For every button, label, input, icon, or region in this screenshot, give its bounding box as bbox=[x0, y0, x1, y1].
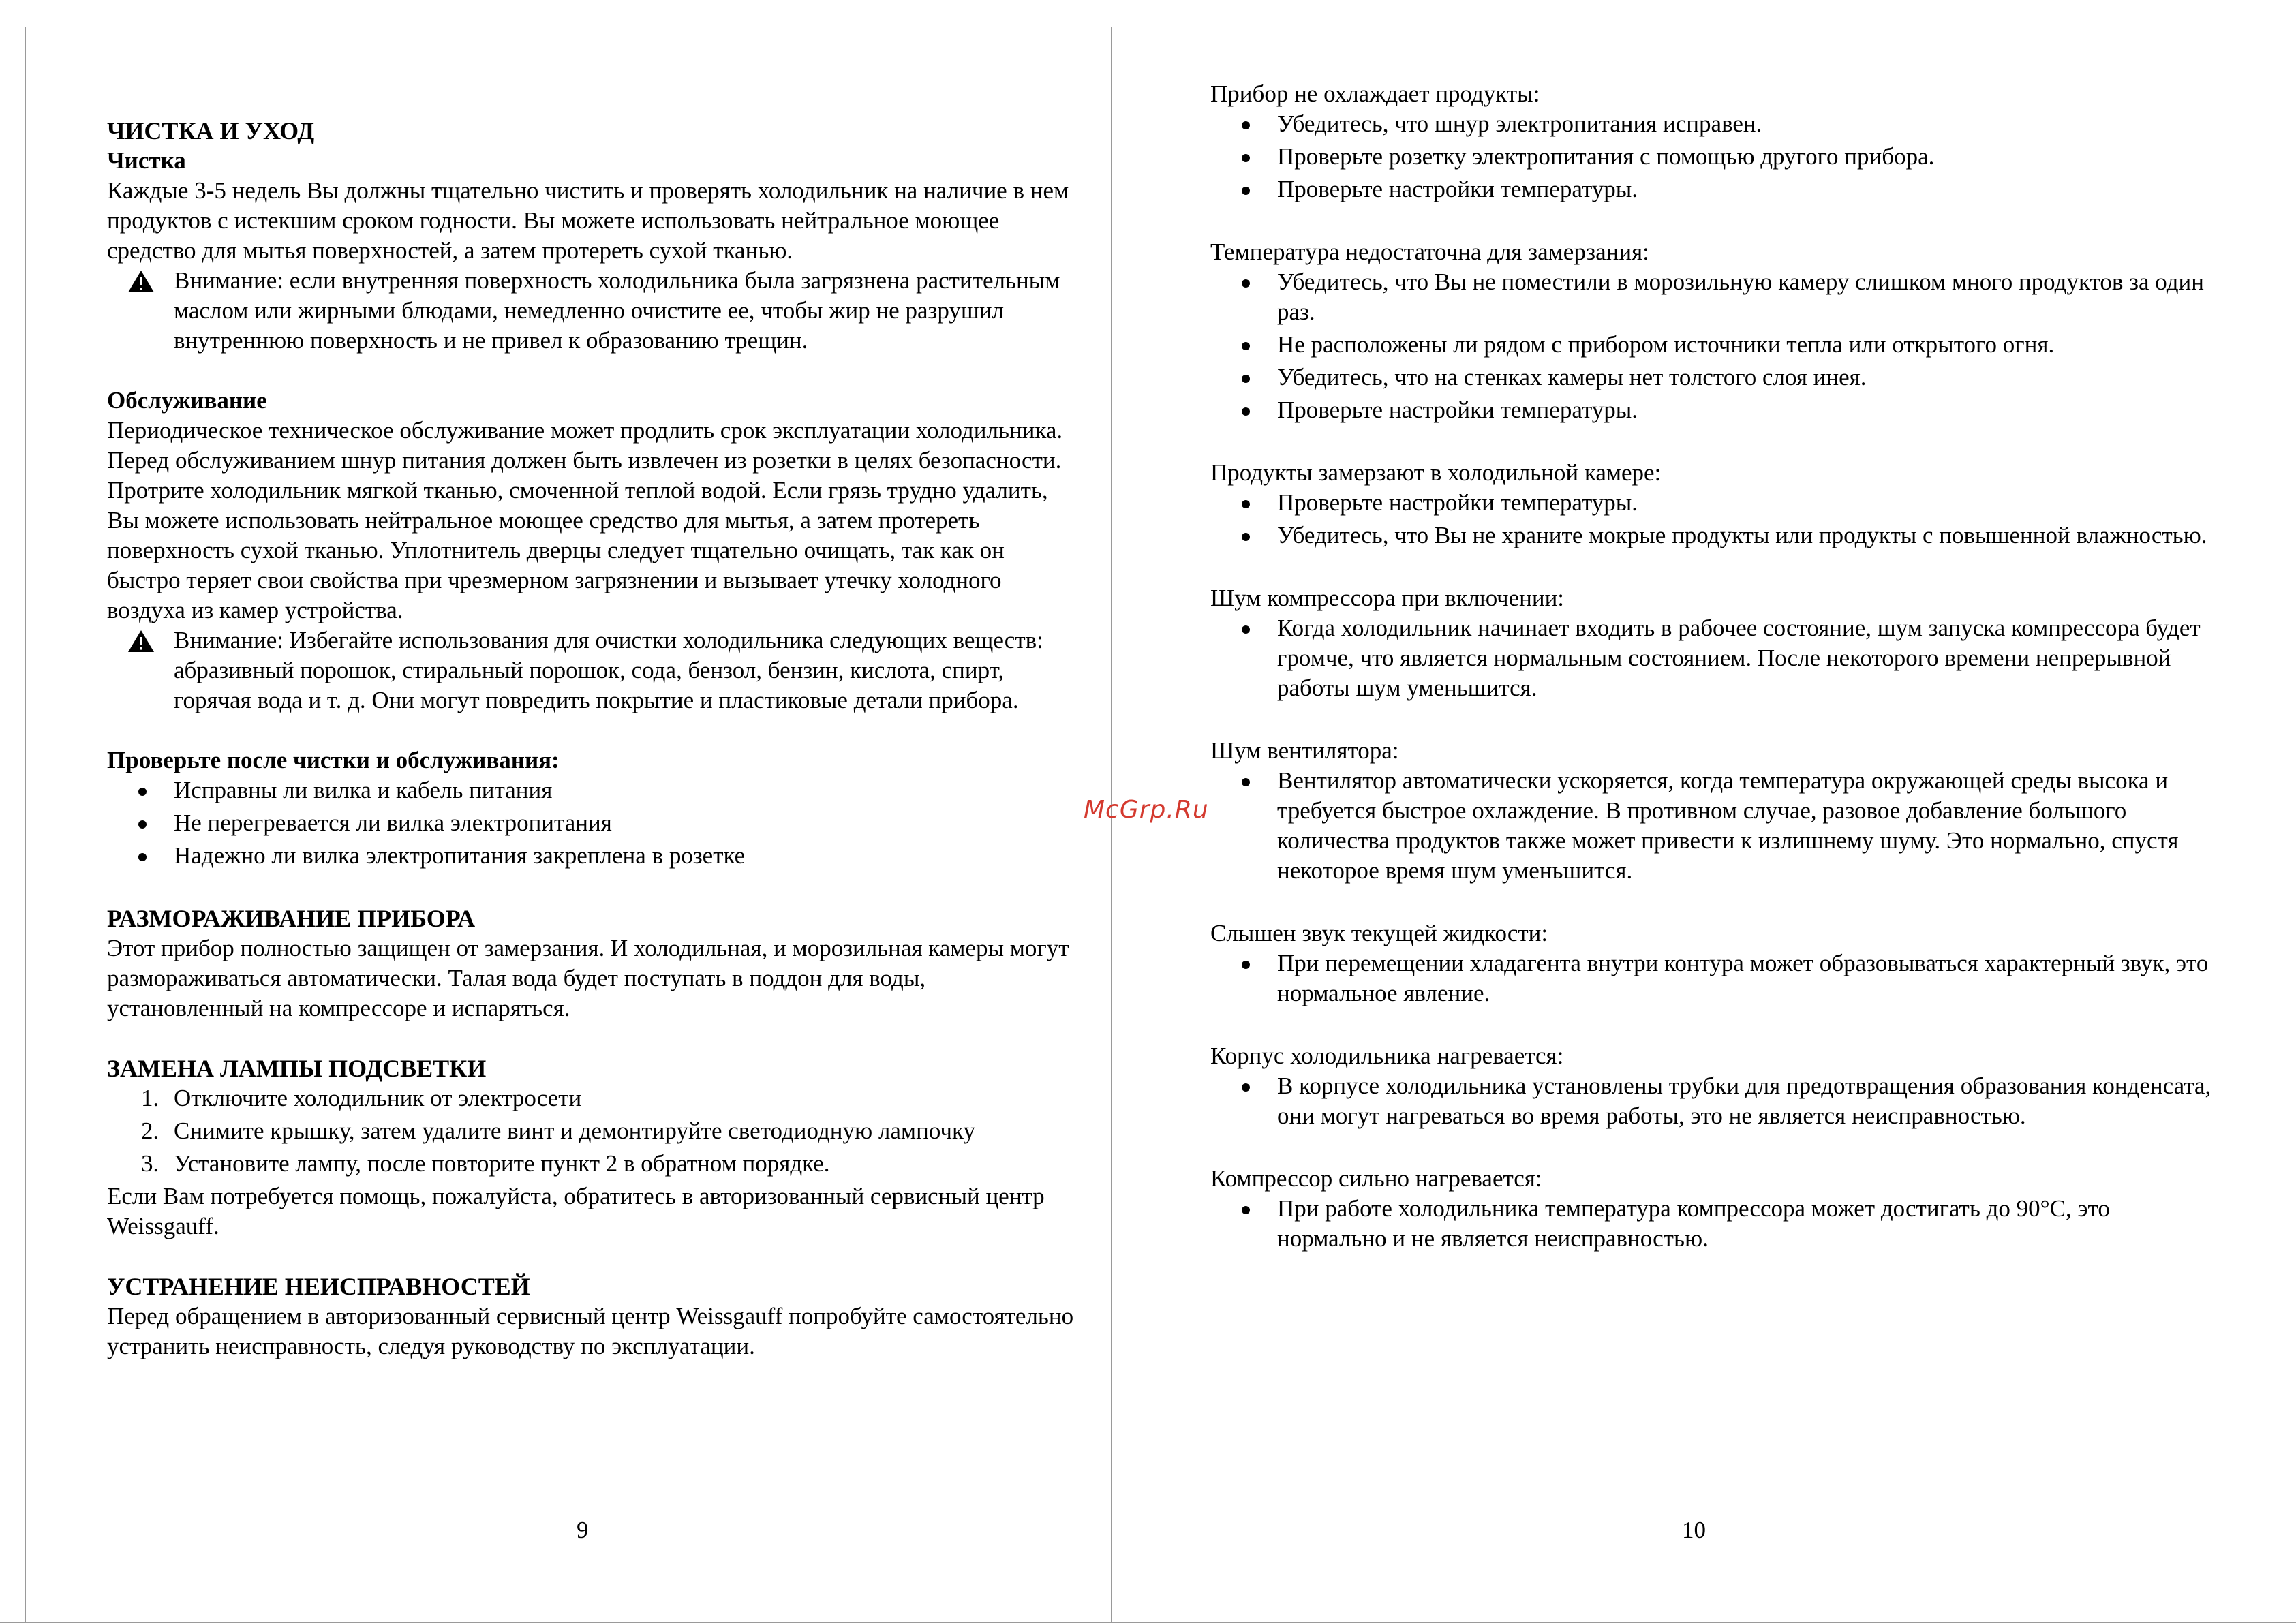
list-item: Убедитесь, что Вы не поместили в морозильную камеру слишком много продуктов за один раз. bbox=[1210, 267, 2212, 327]
bullet-icon bbox=[1242, 500, 1250, 508]
trouble-section bbox=[1210, 79, 2212, 204]
bullet-icon bbox=[1242, 279, 1250, 288]
bullet-icon bbox=[1242, 1206, 1250, 1214]
list-item: Проверьте настройки температуры. bbox=[1210, 174, 2212, 204]
trouble-section bbox=[1210, 736, 2212, 886]
service-paragraph: Периодическое техническое обслуживание может продлить срок эксплуатации холодильника. Перед обслуживанием шнур питания должен быть извлечен из розетки в целях безопасности. Протрите холодильник мягкой тканью, смоченной теплой водой. Если грязь трудно удалить, Вы можете использовать нейтральное моющее средство для мытья, а затем протереть поверхность сухой тканью. Уплотнитель дверцы следует тщательно очищать, так как он быстро теряет свои свойства при чрезмерном загрязнении и вызывает утечку холодного воздуха из камер устройства. bbox=[107, 417, 1063, 623]
list-item: Исправны ли вилка и кабель питания bbox=[107, 775, 1082, 805]
list-item: Не перегревается ли вилка электропитания bbox=[107, 808, 1082, 838]
bullet-icon bbox=[1242, 121, 1250, 129]
trouble-section bbox=[1210, 458, 2212, 551]
list-item: 2. Снимите крышку, затем удалите винт и демонтируйте светодиодную лампочку bbox=[141, 1117, 976, 1144]
section-title-troubleshooting: УСТРАНЕНИЕ НЕИСПРАВНОСТЕЙ bbox=[107, 1273, 530, 1300]
cleaning-paragraph: Каждые 3-5 недель Вы должны тщательно чистить и проверять холодильник на наличие в нем продуктов с истекшим сроком годности. Вы можете использовать нейтральное моющее средство для мытья поверхностей, а затем протереть сухой тканью. bbox=[107, 177, 1069, 264]
list-item: Не расположены ли рядом с прибором источники тепла или открытого огня. bbox=[1210, 330, 2212, 360]
trouble-section-title: Корпус холодильника нагревается: bbox=[1210, 1042, 1564, 1069]
page-number-right: 10 bbox=[1682, 1517, 1706, 1543]
bullet-icon bbox=[1242, 375, 1250, 383]
list-item: В корпусе холодильника установлены трубки для предотвращения образования конденсата, они могут нагреваться во время работы, это не является неисправностью. bbox=[1210, 1071, 2212, 1131]
left-page-content bbox=[107, 116, 1082, 1361]
defrost-paragraph: Этот прибор полностью защищен от замерзания. И холодильная, и морозильная камеры могут размораживаться автоматически. Талая вода будет поступать в поддон для воды, установленный на компрессоре и испаряться. bbox=[107, 935, 1069, 1021]
lamp-steps bbox=[107, 1083, 1082, 1179]
service-warning-text: Внимание: Избегайте использования для очистки холодильника следующих веществ: абразивный порошок, стиральный порошок, сода, бензол, бензин, кислота, спирт, горячая вода и т. д. Они могут повредить покрытие и пластиковые детали прибора. bbox=[174, 627, 1043, 713]
trouble-section bbox=[1210, 237, 2212, 425]
bullet-icon bbox=[1242, 778, 1250, 786]
trouble-section-title: Температура недостаточна для замерзания: bbox=[1210, 238, 1649, 265]
trouble-section-title: Слышен звук текущей жидкости: bbox=[1210, 920, 1548, 946]
trouble-section-title: Прибор не охлаждает продукты: bbox=[1210, 80, 1540, 107]
troubleshooting-paragraph: Перед обращением в авторизованный сервисный центр Weissgauff попробуйте самостоятельно устранить неисправность, следуя руководству по эксплуатации. bbox=[107, 1303, 1074, 1359]
page-left-edge bbox=[25, 27, 26, 1623]
section-title-cleaning: ЧИСТКА И УХОД bbox=[107, 117, 315, 144]
bullet-icon bbox=[1242, 625, 1250, 634]
page-divider bbox=[1111, 27, 1112, 1623]
cleaning-warning bbox=[107, 266, 1082, 356]
section-title-lamp: ЗАМЕНА ЛАМПЫ ПОДСВЕТКИ bbox=[107, 1055, 487, 1082]
subheading-service: Обслуживание bbox=[107, 387, 267, 414]
list-item: 1. Отключите холодильник от электросети bbox=[141, 1085, 582, 1111]
watermark: McGrp.Ru bbox=[1084, 796, 1209, 824]
check-list bbox=[107, 775, 1082, 871]
list-item: Убедитесь, что шнур электропитания исправен. bbox=[1210, 109, 2212, 139]
right-page-content bbox=[1210, 79, 2212, 1256]
trouble-section-title: Шум вентилятора: bbox=[1210, 737, 1399, 764]
list-item: При перемещении хладагента внутри контура может образовываться характерный звук, это нормальное явление. bbox=[1210, 948, 2212, 1008]
list-item: Проверьте розетку электропитания с помощью другого прибора. bbox=[1210, 142, 2212, 172]
trouble-section bbox=[1210, 1164, 2212, 1254]
list-item: При работе холодильника температура компрессора может достигать до 90°C, это нормально и не является неисправностью. bbox=[1210, 1194, 2212, 1254]
bullet-icon bbox=[1242, 187, 1250, 195]
list-item: Когда холодильник начинает входить в рабочее состояние, шум запуска компрессора будет громче, что является нормальным состоянием. После некоторого времени непрерывной работы шум уменьшится. bbox=[1210, 613, 2212, 703]
bullet-icon bbox=[1242, 154, 1250, 162]
bullet-icon bbox=[138, 820, 147, 829]
list-item: Убедитесь, что Вы не храните мокрые продукты или продукты с повышенной влажностью. bbox=[1210, 521, 2212, 551]
page-number-left: 9 bbox=[577, 1517, 589, 1543]
list-item: Вентилятор автоматически ускоряется, когда температура окружающей среды высока и требуется быстрое охлаждение. В противном случае, разовое добавление большого количества продуктов также может привести к излишнему шуму. Это нормально, спустя некоторое время шум уменьшится. bbox=[1210, 766, 2212, 886]
lamp-after-paragraph: Если Вам потребуется помощь, пожалуйста, обратитесь в авторизованный сервисный центр Weissgauff. bbox=[107, 1183, 1045, 1239]
cleaning-warning-text: Внимание: если внутренняя поверхность холодильника была загрязнена растительным маслом или жирными блюдами, немедленно очистите ее, чтобы жир не разрушил внутреннюю поверхность и не привел к образованию трещин. bbox=[174, 267, 1060, 354]
bullet-icon bbox=[1242, 533, 1250, 541]
bullet-icon bbox=[138, 853, 147, 861]
subheading-cleaning: Чистка bbox=[107, 147, 186, 174]
bullet-icon bbox=[1242, 1083, 1250, 1092]
trouble-section bbox=[1210, 583, 2212, 703]
list-item: 3. Установите лампу, после повторите пункт 2 в обратном порядке. bbox=[141, 1150, 830, 1177]
trouble-section bbox=[1210, 1041, 2212, 1131]
bullet-icon bbox=[1242, 961, 1250, 969]
warning-triangle-icon bbox=[127, 630, 155, 653]
trouble-section-title: Шум компрессора при включении: bbox=[1210, 585, 1565, 611]
bullet-icon bbox=[1242, 342, 1250, 350]
service-warning bbox=[107, 625, 1082, 715]
bullet-icon bbox=[138, 788, 147, 796]
trouble-section bbox=[1210, 918, 2212, 1008]
warning-triangle-icon bbox=[127, 270, 155, 293]
list-item: Проверьте настройки температуры. bbox=[1210, 395, 2212, 425]
bullet-icon bbox=[1242, 407, 1250, 416]
list-item: Убедитесь, что на стенках камеры нет толстого слоя инея. bbox=[1210, 362, 2212, 392]
list-item: Проверьте настройки температуры. bbox=[1210, 488, 2212, 518]
subheading-check: Проверьте после чистки и обслуживания: bbox=[107, 747, 560, 773]
section-title-defrost: РАЗМОРАЖИВАНИЕ ПРИБОРА bbox=[107, 905, 476, 932]
trouble-section-title: Компрессор сильно нагревается: bbox=[1210, 1165, 1542, 1192]
list-item: Надежно ли вилка электропитания закреплена в розетке bbox=[107, 841, 1082, 871]
trouble-section-title: Продукты замерзают в холодильной камере: bbox=[1210, 459, 1662, 486]
